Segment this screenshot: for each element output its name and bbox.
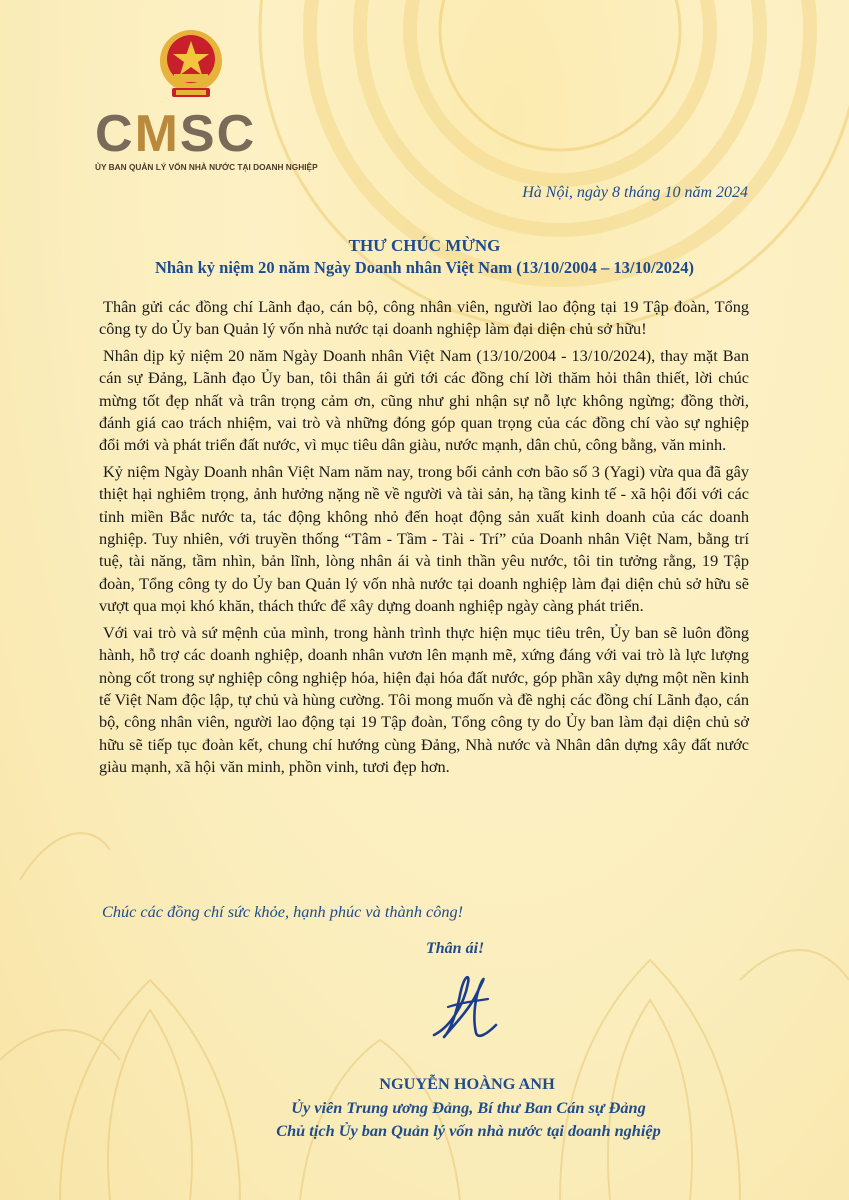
title-main: THƯ CHÚC MỪNG [348,236,501,255]
title-subtitle: Nhân kỷ niệm 20 năm Ngày Doanh nhân Việt Nam (13/10/2004 – 13/10/2024) [154,258,695,277]
logo-letters [95,105,256,163]
logo-wordmark [95,105,300,163]
logo-letter: C [95,105,135,163]
signer-title-line1: Ủy viên Trung ương Đảng, Bí thư Ban Cán sự Đảng [291,1098,646,1117]
salutation: Thân ái! [426,940,485,957]
paragraph: Kỷ niệm Ngày Doanh nhân Việt Nam năm nay, trong bối cảnh cơn bão số 3 (Yagi) vừa qua đã gây thiệt hại nghiêm trọng, ảnh hưởng nặng nề về người và tài sản, hạ tầng kinh tế - xã hội đối với các tỉnh miền Bắc nước ta, tác động không nhỏ đến hoạt động sản xuất kinh doanh của các doanh nghiệp. Tuy nhiên, với truyền thống “Tâm - Tầm - Tài - Trí” của Doanh nhân Việt Nam, bằng trí tuệ, tài năng, tầm nhìn, bản lĩnh, lòng nhân ái và tinh thần yêu nước, tôi tin tưởng rằng, 19 Tập đoàn, Tổng công ty do Ủy ban Quản lý vốn nhà nước tại doanh nghiệp làm đại diện chủ sở hữu sẽ vượt qua mọi khó khăn, thách thức để xây dựng doanh nghiệp ngày càng phát triển. [99,461,749,616]
logo-letter: M [134,105,180,163]
paragraph: Thân gửi các đồng chí Lãnh đạo, cán bộ, công nhân viên, người lao động tại 19 Tập đoàn, Tổng công ty do Ủy ban Quản lý vốn nhà nước tại doanh nghiệp làm đại diện chủ sở hữu! [99,297,749,339]
handwritten-signature [420,965,510,1055]
closing-line: Chúc các đồng chí sức khỏe, hạnh phúc và thành công! [102,902,464,921]
letter-body [99,296,749,783]
national-emblem-icon [158,28,224,102]
letter-title [0,235,849,279]
cmsc-logo [95,105,318,172]
signer-name: NGUYỄN HOÀNG ANH [379,1074,555,1093]
logo-subtitle: ỦY BAN QUẢN LÝ VỐN NHÀ NƯỚC TẠI DOANH NGHIỆP [95,162,318,172]
logo-letter: SC [179,105,257,163]
signer-title-line2: Chủ tịch Ủy ban Quản lý vốn nhà nước tại doanh nghiệp [276,1121,661,1140]
paragraph: Nhân dịp kỷ niệm 20 năm Ngày Doanh nhân Việt Nam (13/10/2004 - 13/10/2024), thay mặt Ban cán sự Đảng, Lãnh đạo Ủy ban, tôi thân ái gửi tới các đồng chí lời thăm hỏi thân thiết, lời chúc mừng tốt đẹp nhất và trân trọng cảm ơn, cũng như ghi nhận sự nỗ lực không ngừng; đồng thời, đánh giá cao trách nhiệm, vai trò và những đóng góp quan trọng của các đồng chí vào sự nghiệp đổi mới và phát triển đất nước, vì mục tiêu dân giàu, nước mạnh, dân chủ, công bằng, văn minh. [99,345,749,455]
paragraph: Với vai trò và sứ mệnh của mình, trong hành trình thực hiện mục tiêu trên, Ủy ban sẽ luôn đồng hành, hỗ trợ các doanh nghiệp, doanh nhân vươn lên mạnh mẽ, xứng đáng với vai trò là lực lượng nòng cốt trong sự nghiệp công nghiệp hóa, hiện đại hóa đất nước, góp phần xây dựng một nền kinh tế Việt Nam độc lập, tự chủ và hùng cường. Tôi mong muốn và đề nghị các đồng chí Lãnh đạo, cán bộ, công nhân viên, người lao động tại 19 Tập đoàn, Tổng công ty do Ủy ban làm đại diện chủ sở hữu sẽ tiếp tục đoàn kết, chung chí hướng cùng Đảng, Nhà nước và Nhân dân dựng xây đất nước giàu mạnh, xã hội văn minh, phồn vinh, tươi đẹp hơn. [99,622,749,777]
date-line: Hà Nội, ngày 8 tháng 10 năm 2024 [522,184,748,201]
